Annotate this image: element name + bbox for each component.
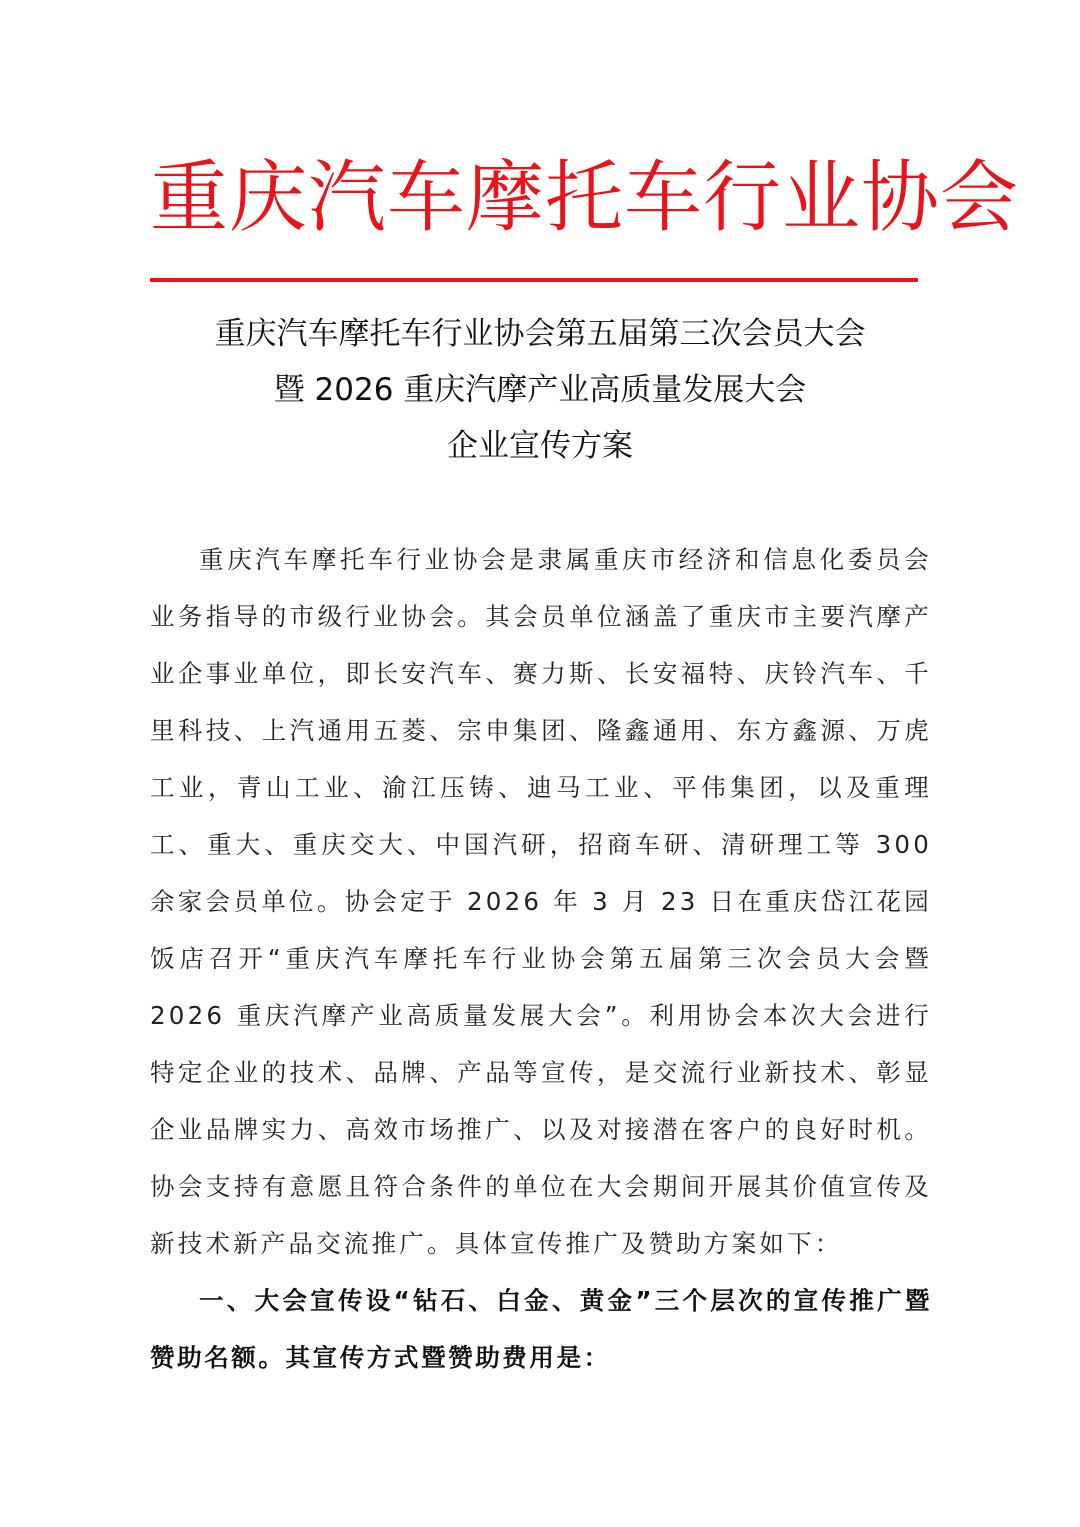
organization-letterhead: 重庆汽车摩托车行业协会 (150, 153, 1020, 243)
intro-paragraph: 重庆汽车摩托车行业协会是隶属重庆市经济和信息化委员会业务指导的市级行业协会。其会员单位涵盖了重庆市主要汽摩产业企事业单位，即长安汽车、赛力斯、长安福特、庆铃汽车、千里科技、上汽通用五菱、宗申集团、隆鑫通用、东方鑫源、万虎工业，青山工业、渝江压铸、迪马工业、平伟集团，以及重理工、重大、重庆交大、中国汽研，招商车研、清研理工等 300 余家会员单位。协会定于 2026 年 3 月 23 日在重庆岱江花园饭店召开“重庆汽车摩托车行业协会第五届第三次会员大会暨 2026 重庆汽摩产业高质量发展大会”。利用协会本次大会进行特定企业的技术、品牌、产品等宣传，是交流行业新技术、彰显企业品牌实力、高效市场推广、以及对接潜在客户的良好时机。协会支持有意愿且符合条件的单位在大会期间开展其价值宣传及新技术新产品交流推广。具体宣传推广及赞助方案如下： (150, 545, 932, 1258)
title-line-2: 暨 2026 重庆汽摩产业高质量发展大会 (273, 372, 807, 408)
document-title (150, 306, 930, 474)
document-body (150, 531, 932, 1386)
title-line-1: 重庆汽车摩托车行业协会第五届第三次会员大会 (214, 316, 866, 352)
letterhead-red-divider (150, 278, 918, 282)
section-1-heading: 一、大会宣传设“钻石、白金、黄金”三个层次的宣传推广暨赞助名额。其宣传方式暨赞助费用是： (150, 1286, 932, 1372)
title-line-3: 企业宣传方案 (447, 428, 633, 464)
